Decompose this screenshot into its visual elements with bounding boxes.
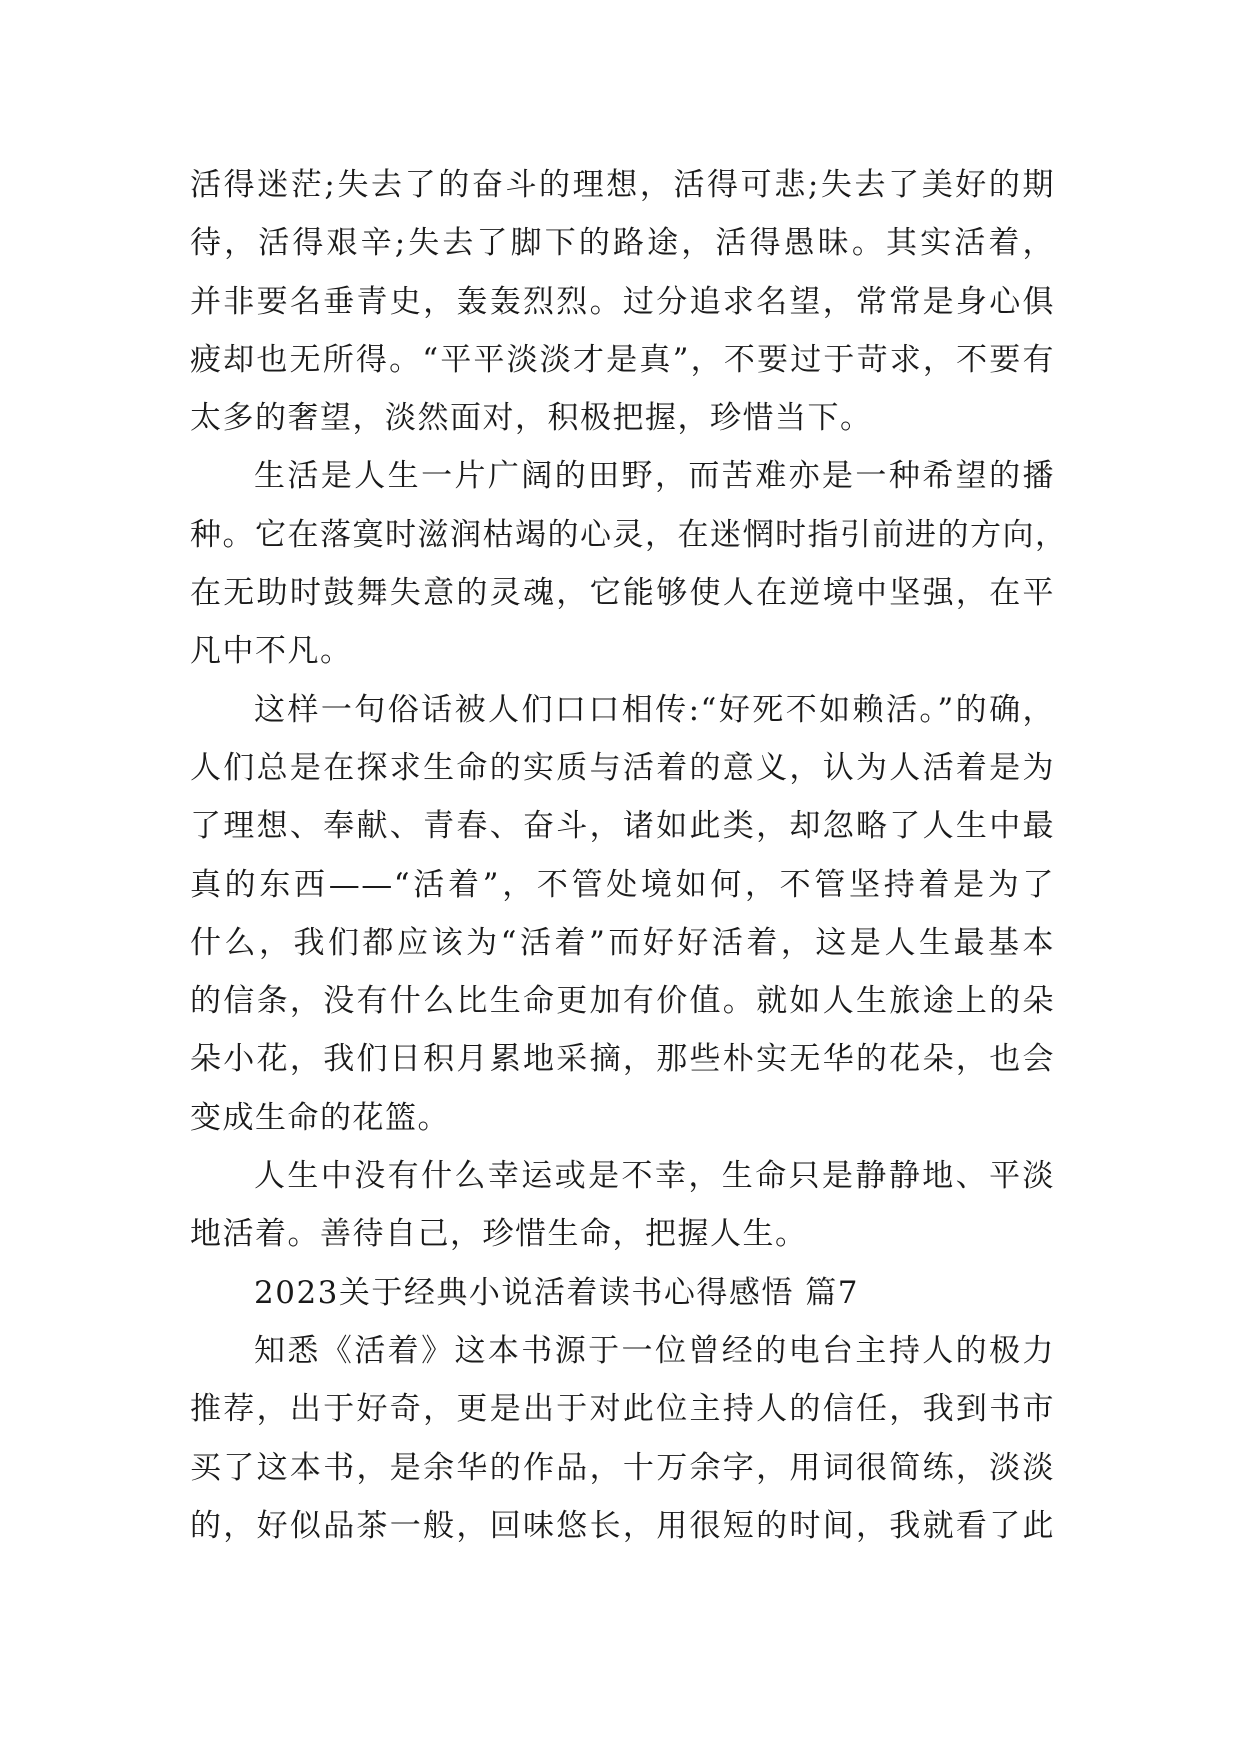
text-line: 变成生命的花篮。 bbox=[190, 1099, 450, 1136]
text-line: 推荐，出于好奇，更是出于对此位主持人的信任，我到书市 bbox=[190, 1391, 1055, 1428]
text-line: 种。它在落寞时滋润枯竭的心灵，在迷惘时指引前进的方向， bbox=[190, 516, 1068, 553]
paragraph-first-line: 生活是人生一片广阔的田野，而苦难亦是一种希望的播 bbox=[254, 458, 1055, 495]
text-line: 疲却也无所得。“平平淡淡才是真”，不要过于苛求，不要有 bbox=[190, 341, 1055, 378]
text-line: 并非要名垂青史，轰轰烈烈。过分追求名望，常常是身心俱 bbox=[190, 283, 1055, 320]
text-line: 待，活得艰辛;失去了脚下的路途，活得愚昧。其实活着， bbox=[190, 225, 1055, 262]
text-line: 的，好似品茶一般，回味悠长，用很短的时间，我就看了此 bbox=[190, 1507, 1055, 1544]
text-line: 朵小花，我们日积月累地采摘，那些朴实无华的花朵，也会 bbox=[190, 1041, 1055, 1078]
text-line: 了理想、奉献、青春、奋斗，诸如此类，却忽略了人生中最 bbox=[190, 808, 1055, 845]
paragraph-first-line: 人生中没有什么幸运或是不幸，生命只是静静地、平淡 bbox=[254, 1158, 1055, 1195]
text-line: 买了这本书，是余华的作品，十万余字，用词很简练，淡淡 bbox=[190, 1449, 1055, 1486]
paragraph-first-line: 知悉《活着》这本书源于一位曾经的电台主持人的极力 bbox=[254, 1332, 1055, 1369]
text-line: 人们总是在探求生命的实质与活着的意义，认为人活着是为 bbox=[190, 749, 1055, 786]
text-line: 在无助时鼓舞失意的灵魂，它能够使人在逆境中坚强，在平 bbox=[190, 575, 1055, 612]
section-heading: 2023关于经典小说活着读书心得感悟 篇7 bbox=[254, 1274, 859, 1311]
text-line: 的信条，没有什么比生命更加有价值。就如人生旅途上的朵 bbox=[190, 983, 1055, 1020]
text-line: 凡中不凡。 bbox=[190, 633, 353, 670]
text-line: 真的东西——“活着”，不管处境如何，不管坚持着是为了 bbox=[190, 866, 1055, 903]
text-line: 什么，我们都应该为“活着”而好好活着，这是人生最基本 bbox=[190, 924, 1055, 961]
text-line: 地活着。善待自己，珍惜生命，把握人生。 bbox=[190, 1216, 808, 1253]
text-line: 太多的奢望，淡然面对，积极把握，珍惜当下。 bbox=[190, 400, 873, 437]
text-line: 活得迷茫;失去了的奋斗的理想，活得可悲;失去了美好的期 bbox=[190, 167, 1055, 203]
paragraph-first-line: 这样一句俗话被人们口口相传:“好死不如赖活。”的确， bbox=[254, 691, 1055, 728]
document-body bbox=[190, 156, 1068, 1555]
